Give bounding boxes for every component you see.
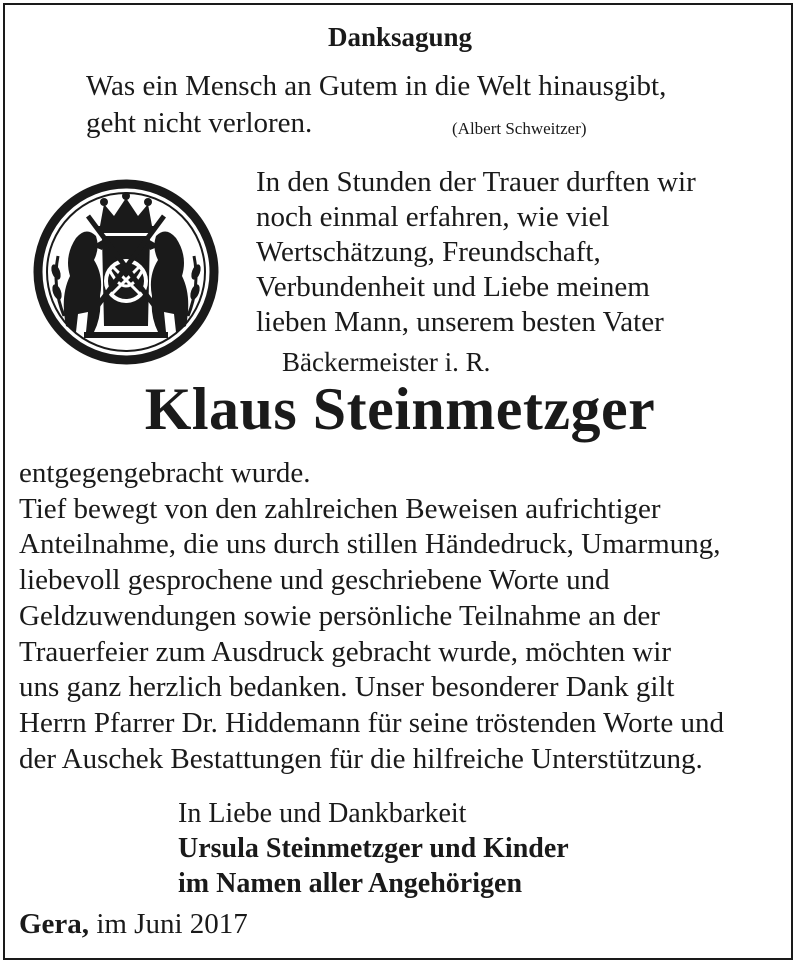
body-paragraph [19, 456, 724, 777]
baker-guild-emblem-icon [30, 176, 222, 366]
quote-attribution: (Albert Schweitzer) [452, 119, 587, 138]
intro-line: noch einmal erfahren, wie viel [256, 201, 610, 233]
body-line: uns ganz herzlich bedanken. Unser besonderer Dank gilt [19, 671, 675, 704]
intro-paragraph [256, 165, 696, 340]
body-line: Anteilnahme, die uns durch stillen Händedruck, Umarmung, [19, 528, 721, 561]
date-text: im Juni 2017 [89, 908, 248, 940]
deceased-name: Klaus Steinmetzger [144, 376, 656, 442]
closing-signer: Ursula Steinmetzger und Kinder [178, 833, 569, 864]
body-line: Trauerfeier zum Ausdruck gebracht wurde, möchten wir [19, 635, 672, 668]
quote-line-2: geht nicht verloren. [86, 107, 313, 139]
closing-greeting: In Liebe und Dankbarkeit [178, 798, 467, 829]
body-line: Geldzuwendungen sowie persönliche Teilnahme an der [19, 599, 660, 632]
intro-line: In den Stunden der Trauer durften wir [256, 166, 696, 198]
quote-line-1: Was ein Mensch an Gutem in die Welt hinausgibt, [86, 70, 667, 102]
intro-line: Wertschätzung, Freundschaft, [256, 236, 601, 268]
body-line: entgegengebracht wurde. [19, 457, 311, 489]
intro-line: lieben Mann, unserem besten Vater [256, 306, 664, 338]
place-name: Gera, [19, 908, 90, 940]
closing-block [178, 796, 569, 901]
closing-family: im Namen aller Angehörigen [178, 868, 523, 899]
body-line: liebevoll gesprochene und geschriebene Worte und [19, 564, 610, 597]
notice-title: Danksagung [327, 22, 473, 52]
intro-line: Verbundenheit und Liebe meinem [256, 271, 650, 303]
body-line: Tief bewegt von den zahlreichen Beweisen aufrichtiger [19, 492, 661, 525]
body-line: der Auschek Bestattungen für die hilfreiche Unterstützung. [19, 742, 703, 775]
place-date [19, 908, 248, 941]
deceased-profession: Bäckermeister i. R. [282, 347, 491, 377]
body-line: Herrn Pfarrer Dr. Hiddemann für seine tröstenden Worte und [19, 706, 724, 739]
